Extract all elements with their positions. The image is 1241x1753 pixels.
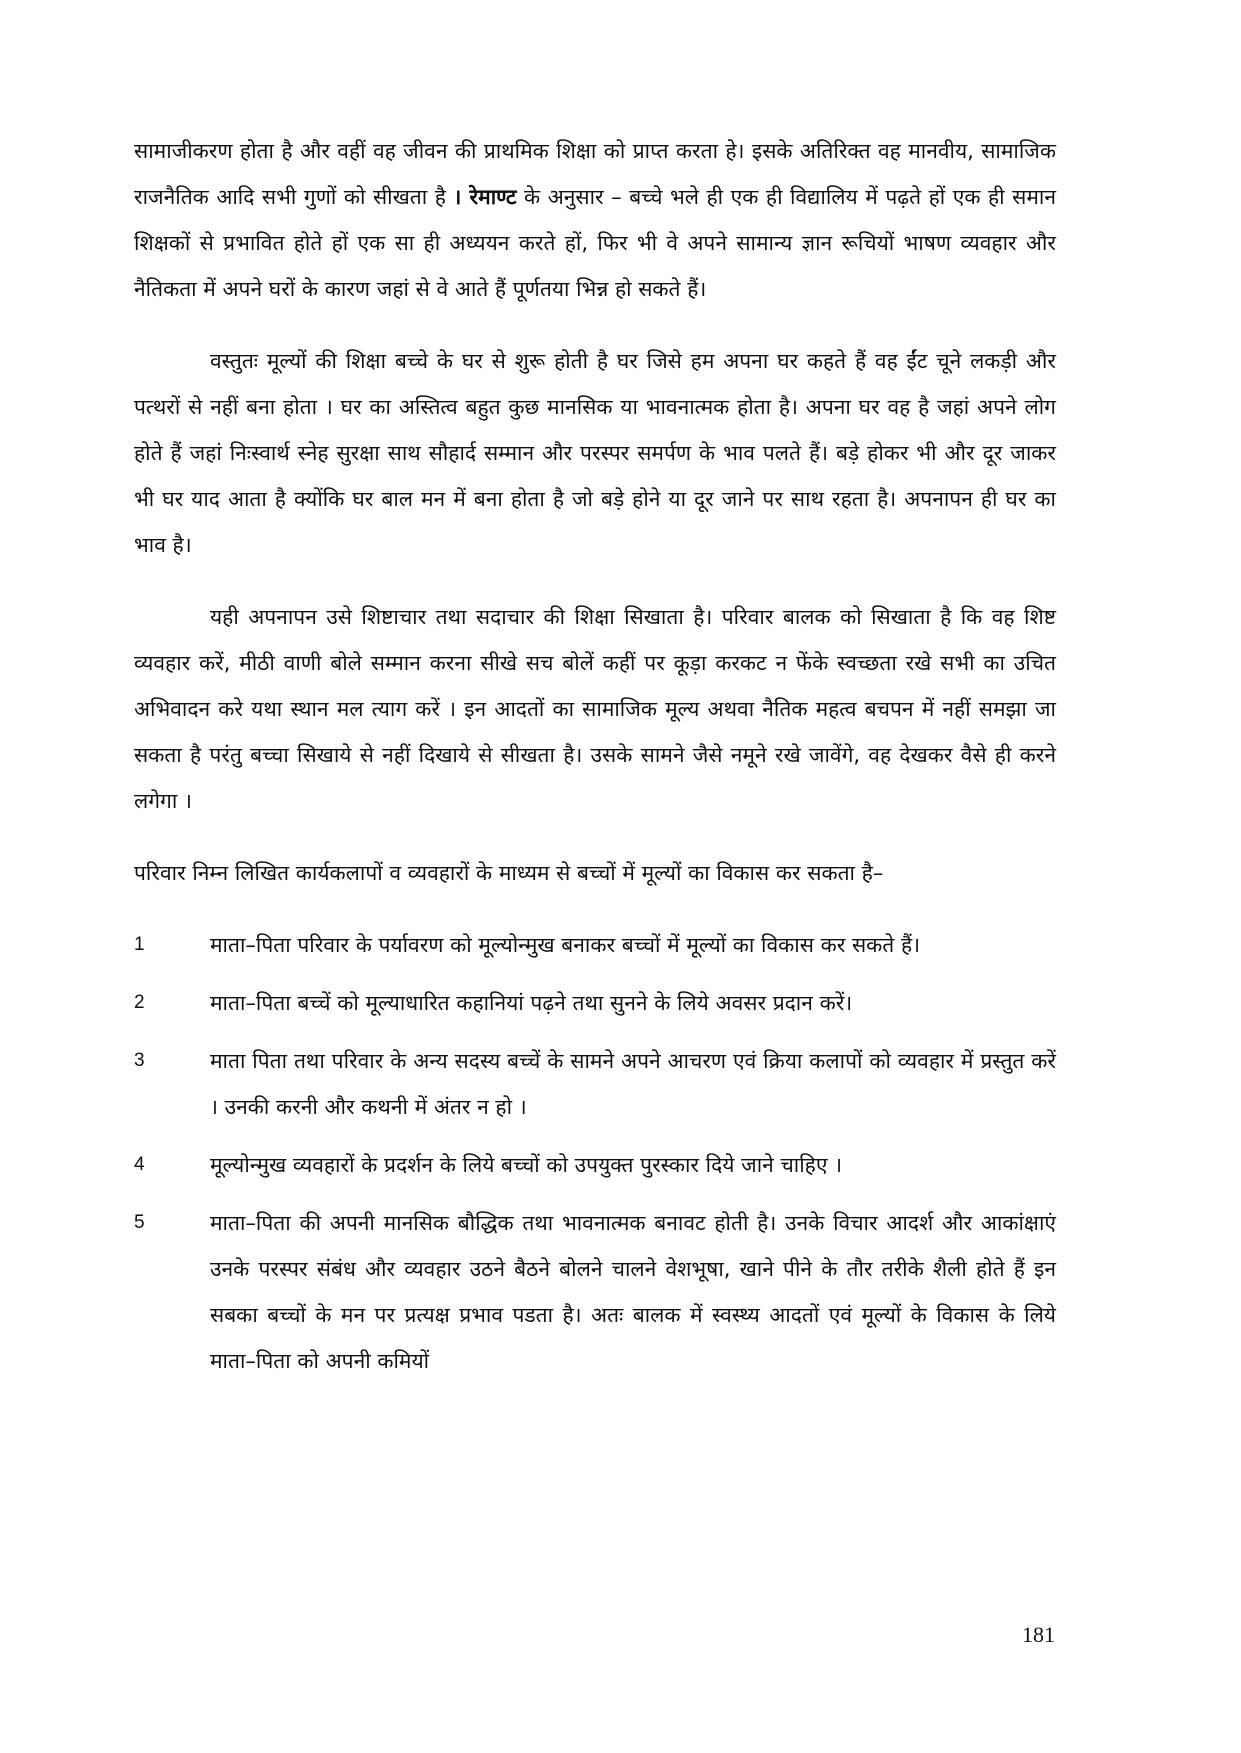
list-item-text: माता–पिता परिवार के पर्यावरण को मूल्योन्मुख बनाकर बच्चों में मूल्यों का विकास कर सकते हैं। (210, 933, 921, 957)
paragraph-3: यही अपनापन उसे शिष्टाचार तथा सदाचार की शिक्षा सिखाता है। परिवार बालक को सिखाता है कि वह शिष्ट व्यवहार करें, मीठी वाणी बोले सम्मान करना सीखे सच बोलें कहीं पर कूड़ा करकट न फेंके स्वच्छता रखे सभी का उचित अभिवादन करे यथा स्थान मल त्याग करें । इन आदतों का सामाजिक मूल्य अथवा नैतिक महत्व बचपन में नहीं समझा जा सकता है परंतु बच्चा सिखाये से नहीं दिखाये से सीखता है। उसके सामने जैसे नमूने रखे जावेंगे, वह देखकर वैसे ही करने लगेगा । (134, 605, 1056, 813)
numbered-list (134, 922, 1056, 1384)
list-item (134, 1142, 1056, 1188)
list-item-number: 3 (134, 1050, 145, 1071)
list-item-number: 1 (134, 934, 145, 955)
list-item-text: माता–पिता की अपनी मानसिक बौद्धिक तथा भावनात्मक बनावट होती है। उनके विचार आदर्श और आकांक्षाएं उनके परस्पर संबंध और व्यवहार उठने बैठने बोलने चालने वेशभूषा, खाने पीने के तौर तरीके शैली होते हैं इन सबका बच्चों के मन पर प्रत्यक्ष प्रभाव पडता है। अतः बालक में स्वस्थ्य आदतों एवं मूल्यों के विकास के लिये माता–पिता को अपनी कमियों (210, 1211, 1056, 1373)
paragraph-1 (134, 128, 1056, 312)
list-item (134, 1200, 1056, 1384)
paragraph-2: वस्तुतः मूल्यों की शिक्षा बच्चे के घर से शुरू होती है घर जिसे हम अपना घर कहते हैं वह ईंट चूने लकड़ी और पत्थरों से नहीं बना होता । घर का अस्तित्व बहुत कुछ मानसिक या भावनात्मक होता है। अपना घर वह है जहां अपने लोग होते हैं जहां निःस्वार्थ स्नेह सुरक्षा साथ सौहार्द सम्मान और परस्पर समर्पण के भाव पलते हैं। बड़े होकर भी और दूर जाकर भी घर याद आता है क्योंकि घर बाल मन में बना होता है जो बड़े होने या दूर जाने पर साथ रहता है। अपनापन ही घर का भाव है। (134, 349, 1056, 557)
list-item (134, 922, 1056, 968)
list-item-text: मूल्योन्मुख व्यवहारों के प्रदर्शन के लिये बच्चों को उपयुक्त पुरस्कार दिये जाने चाहिए । (210, 1153, 843, 1177)
list-item-number: 5 (134, 1212, 145, 1233)
paragraph-1-text-b: के अनुसार – बच्चे भले ही एक ही विद्यालिय में पढ़ते हों एक ही समान शिक्षकों से प्रभावित होते हों एक सा ही अध्ययन करते हों, फिर भी वे अपने सामान्य ज्ञान रूचियों भाषण व्यवहार और नैतिकता में अपने घरों के कारण जहां से वे आते हैं पूर्णतया भिन्न हो सकते हैं। (134, 185, 1056, 301)
list-item-text: माता पिता तथा परिवार के अन्य सदस्य बच्चें के सामने अपने आचरण एवं क्रिया कलापों को व्यवहार में प्रस्तुत करें । उनकी करनी और कथनी में अंतर न हो । (210, 1049, 1056, 1119)
list-item (134, 1038, 1056, 1130)
list-item-number: 2 (134, 992, 145, 1013)
author-name-remant: । रेमाण्ट (453, 185, 517, 209)
document-page (134, 128, 1056, 1396)
list-item-number: 4 (134, 1154, 145, 1175)
paragraph-1-text-a: सामाजीकरण होता है और वहीं वह जीवन की प्राथमिक शिक्षा को प्राप्त करता हे। इसके अतिरिक्त वह मानवीय, सामाजिक राजनैतिक आदि सभी गुणों को सीखता है (134, 139, 1056, 209)
list-item (134, 980, 1056, 1026)
page-number: 181 (1022, 1622, 1055, 1647)
list-item-text: माता–पिता बच्चें को मूल्याधारित कहानियां पढ़ने तथा सुनने के लिये अवसर प्रदान करें। (210, 991, 853, 1015)
paragraph-4-list-intro: परिवार निम्न लिखित कार्यकलापों व व्यवहारों के माध्यम से बच्चों में मूल्यों का विकास कर सकता है– (134, 861, 884, 885)
